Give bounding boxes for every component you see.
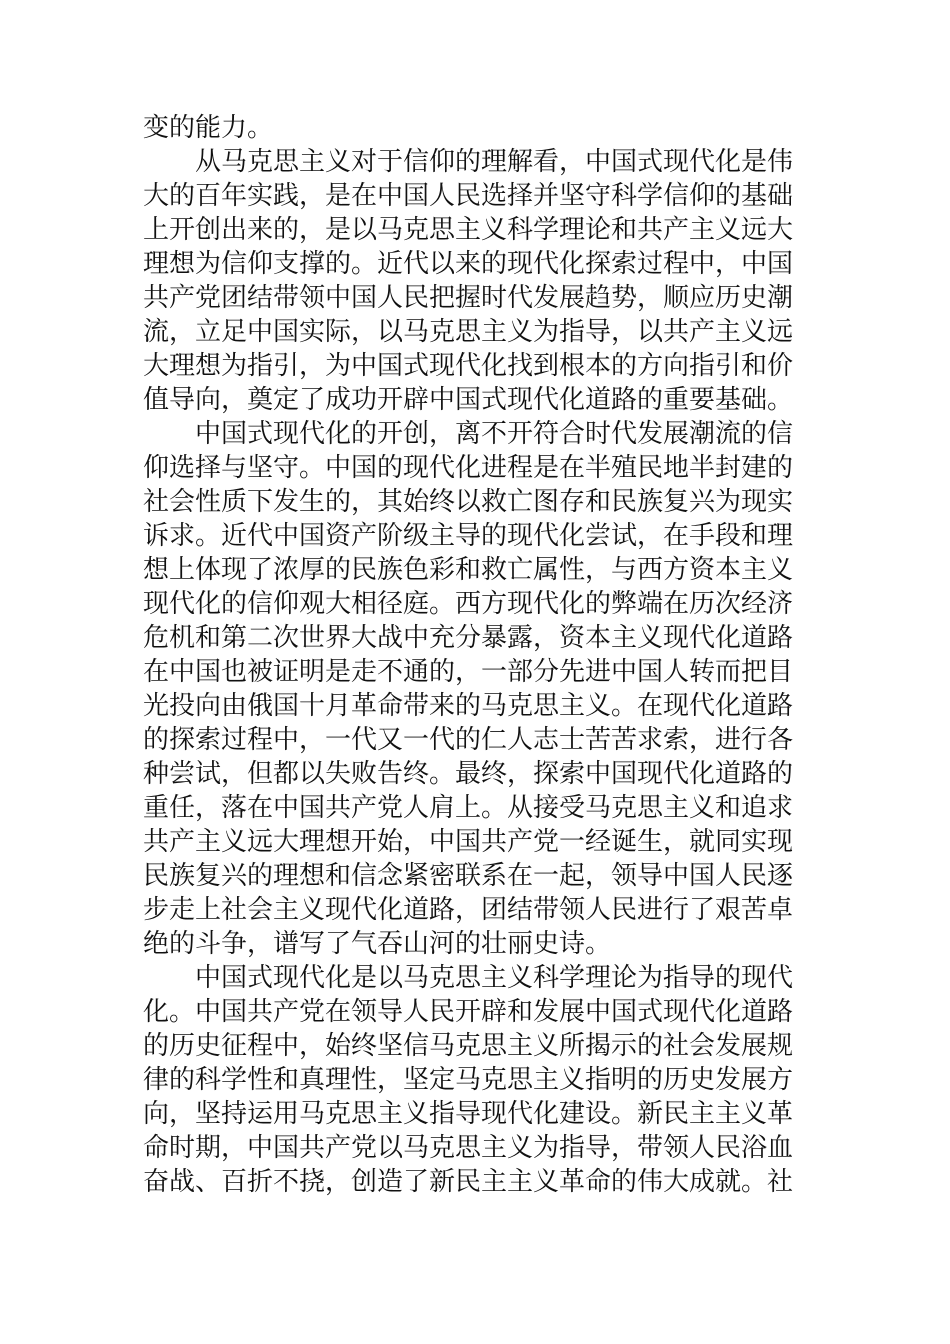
text-line: 变的能力。 [143, 113, 274, 143]
paragraph-first-line: 中国式现代化是以马克思主义科学理论为指导的现代 [195, 963, 794, 993]
text-line: 种尝试，但都以失败告终。最终，探索中国现代化道路的 [143, 759, 794, 789]
text-line: 共产党团结带领中国人民把握时代发展趋势，顺应历史潮 [143, 283, 794, 313]
text-line: 现代化的信仰观大相径庭。西方现代化的弊端在历次经济 [143, 589, 794, 619]
text-line: 大理想为指引，为中国式现代化找到根本的方向指引和价 [143, 351, 794, 381]
text-line: 理想为信仰支撑的。近代以来的现代化探索过程中，中国 [143, 249, 794, 279]
text-line: 命时期，中国共产党以马克思主义为指导，带领人民浴血 [143, 1133, 794, 1163]
text-line: 民族复兴的理想和信念紧密联系在一起，领导中国人民逐 [143, 861, 794, 891]
paragraph-first-line: 从马克思主义对于信仰的理解看，中国式现代化是伟 [195, 147, 794, 177]
text-line: 律的科学性和真理性，坚定马克思主义指明的历史发展方 [143, 1065, 794, 1095]
text-line: 化。中国共产党在领导人民开辟和发展中国式现代化道路 [143, 997, 794, 1027]
text-line: 光投向由俄国十月革命带来的马克思主义。在现代化道路 [143, 691, 794, 721]
text-line: 仰选择与坚守。中国的现代化进程是在半殖民地半封建的 [143, 453, 794, 483]
text-line: 危机和第二次世界大战中充分暴露，资本主义现代化道路 [143, 623, 794, 653]
text-line: 值导向，奠定了成功开辟中国式现代化道路的重要基础。 [143, 385, 794, 415]
text-line: 在中国也被证明是走不通的，一部分先进中国人转而把目 [143, 657, 794, 687]
text-line: 大的百年实践，是在中国人民选择并坚守科学信仰的基础 [143, 181, 794, 211]
text-line: 的历史征程中，始终坚信马克思主义所揭示的社会发展规 [143, 1031, 794, 1061]
text-line: 步走上社会主义现代化道路，团结带领人民进行了艰苦卓 [143, 895, 794, 925]
text-line: 上开创出来的，是以马克思主义科学理论和共产主义远大 [143, 215, 794, 245]
text-line: 诉求。近代中国资产阶级主导的现代化尝试，在手段和理 [143, 521, 794, 551]
text-line: 奋战、百折不挠，创造了新民主主义革命的伟大成就。社 [143, 1167, 794, 1197]
text-line: 社会性质下发生的，其始终以救亡图存和民族复兴为现实 [143, 487, 794, 517]
text-line: 向，坚持运用马克思主义指导现代化建设。新民主主义革 [143, 1099, 794, 1129]
text-line: 绝的斗争，谱写了气吞山河的壮丽史诗。 [143, 929, 612, 959]
text-line: 想上体现了浓厚的民族色彩和救亡属性，与西方资本主义 [143, 555, 794, 585]
text-line: 流，立足中国实际，以马克思主义为指导，以共产主义远 [143, 317, 794, 347]
text-line: 共产主义远大理想开始，中国共产党一经诞生，就同实现 [143, 827, 794, 857]
text-line: 的探索过程中，一代又一代的仁人志士苦苦求索，进行各 [143, 725, 794, 755]
body-text [143, 111, 808, 1199]
text-line: 重任，落在中国共产党人肩上。从接受马克思主义和追求 [143, 793, 794, 823]
paragraph-first-line: 中国式现代化的开创，离不开符合时代发展潮流的信 [195, 419, 794, 449]
